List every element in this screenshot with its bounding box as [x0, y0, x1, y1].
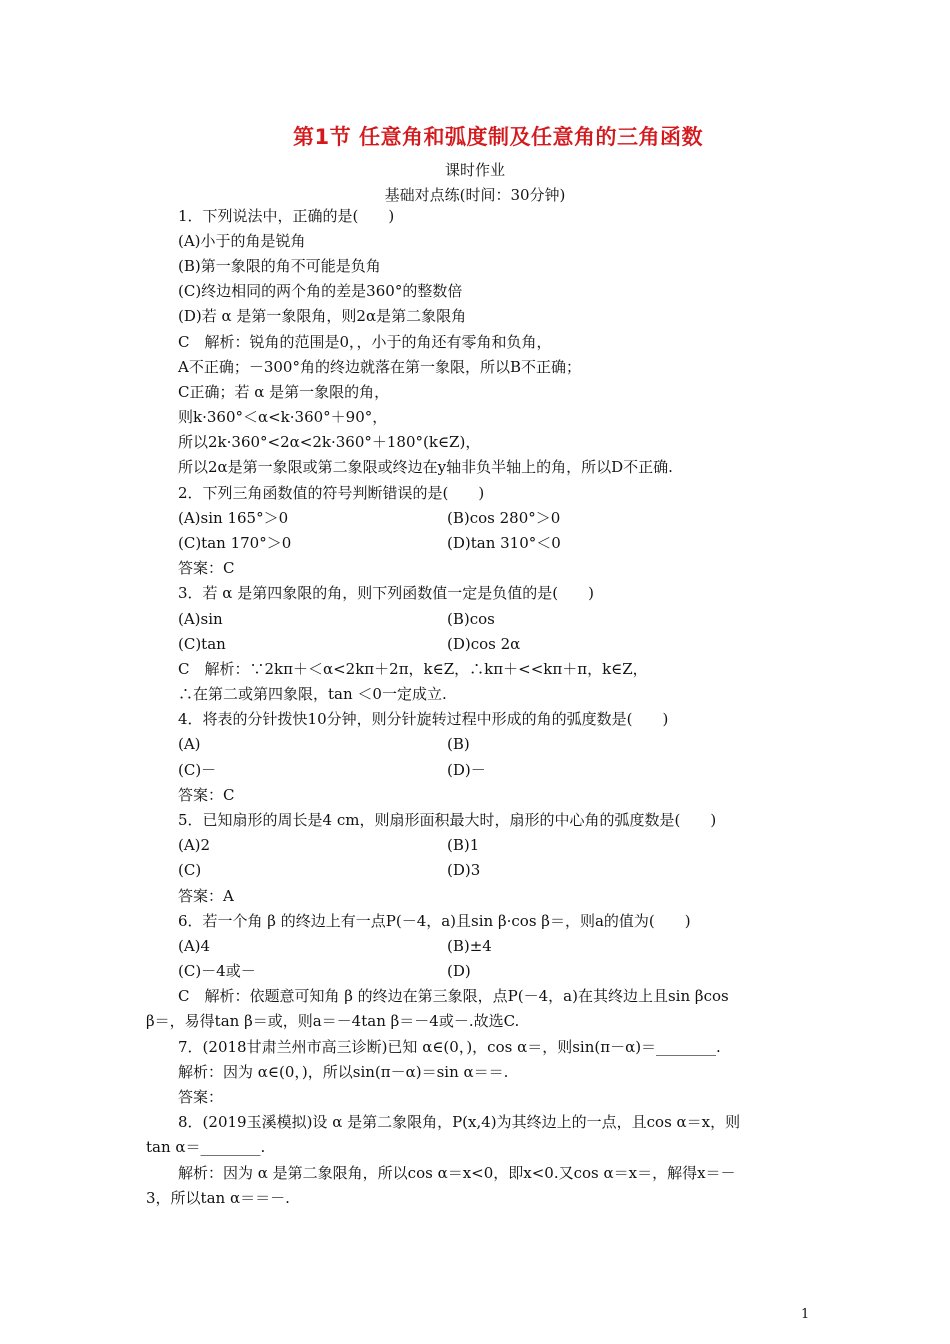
text-line: 3．若 α 是第四象限的角，则下列函数值一定是负值的是( )	[178, 584, 594, 602]
text-line: 解析：因为 α 是第二象限角，所以cos α＝x<0，即x<0.又cos α＝x＝，解得x＝－	[178, 1164, 736, 1182]
text-line: (A)小于的角是锐角	[178, 232, 306, 250]
text-line: 6．若一个角 β 的终边上有一点P(－4，a)且sin β·cos β＝，则a的值为( )	[178, 912, 691, 930]
option-right-column: (B)1	[447, 836, 480, 854]
text-line: C 解析：依题意可知角 β 的终边在第三象限，点P(－4，a)在其终边上且sin βcos	[178, 987, 729, 1005]
text-line: 所以2k·360°<2α<2k·360°＋180°(k∈Z)，	[178, 433, 481, 451]
option-right-column: (D)tan 310°＜0	[447, 534, 561, 552]
text-line: (C)终边相同的两个角的差是360°的整数倍	[178, 282, 463, 300]
option-right-column: (D)3	[447, 861, 481, 879]
text-line: ∴在第二或第四象限，tan ＜0一定成立.	[178, 685, 447, 703]
option-right-column: (B)cos 280°＞0	[447, 509, 561, 527]
page-title: 第1节 任意角和弧度制及任意角的三角函数	[293, 125, 703, 149]
text-line: (C)－	[178, 761, 217, 779]
text-line: (C)－4或－	[178, 962, 256, 980]
text-line: 答案：C	[178, 786, 235, 804]
text-line: 则k·360°＜α<k·360°＋90°，	[178, 408, 388, 426]
text-line: (C)	[178, 861, 202, 879]
text-line: tan α＝________.	[146, 1138, 266, 1156]
text-line: 8．(2019玉溪模拟)设 α 是第二象限角，P(x,4)为其终边上的一点，且cos α＝x，则	[178, 1113, 741, 1131]
text-line: 5．已知扇形的周长是4 cm，则扇形面积最大时，扇形的中心角的弧度数是( )	[178, 811, 717, 829]
text-line: 7．(2018甘肃兰州市高三诊断)已知 α∈(0，)，cos α＝，则sin(π－α)＝________.	[178, 1038, 721, 1056]
option-right-column: (B)cos	[447, 610, 495, 628]
option-right-column: (D)cos 2α	[447, 635, 521, 653]
option-right-column: (B)	[447, 735, 470, 753]
option-right-column: (B)±4	[447, 937, 492, 955]
text-line: 答案：C	[178, 559, 235, 577]
text-line: (B)第一象限的角不可能是负角	[178, 257, 381, 275]
text-line: A不正确；－300°角的终边就落在第一象限，所以B不正确；	[178, 358, 581, 376]
text-line: 所以2α是第一象限或第二象限或终边在y轴非负半轴上的角，所以D不正确.	[178, 458, 673, 476]
option-right-column: (D)	[447, 962, 471, 980]
text-line: C 解析：∵2kπ＋＜α<2kπ＋2π，k∈Z，∴kπ＋<<kπ＋π，k∈Z，	[178, 660, 648, 678]
text-line: 3，所以tan α＝＝－.	[146, 1189, 290, 1207]
text-line: 2．下列三角函数值的符号判断错误的是( )	[178, 484, 485, 502]
text-line: (A)sin 165°＞0	[178, 509, 289, 527]
text-line: C正确；若 α 是第一象限的角，	[178, 383, 390, 401]
subtitle-practice-time: 基础对点练(时间：30分钟)	[384, 186, 566, 204]
text-line: 答案：	[178, 1088, 224, 1106]
text-line: 答案：A	[178, 887, 234, 905]
text-line: C 解析：锐角的范围是0，，小于的角还有零角和负角，	[178, 333, 552, 351]
subtitle-homework: 课时作业	[444, 161, 505, 179]
text-line: (D)若 α 是第一象限角，则2α是第二象限角	[178, 307, 467, 325]
text-line: 解析：因为 α∈(0，)，所以sin(π－α)＝sin α＝＝.	[178, 1063, 509, 1081]
text-line: 4．将表的分针拨快10分钟，则分针旋转过程中形成的角的弧度数是( )	[178, 710, 669, 728]
text-line: (A)	[178, 735, 201, 753]
text-line: (A)2	[178, 836, 211, 854]
option-right-column: (D)－	[447, 761, 486, 779]
page-number: 1	[801, 1307, 810, 1322]
text-line: 1．下列说法中，正确的是( )	[178, 207, 395, 225]
text-line: (C)tan	[178, 635, 226, 653]
text-line: β＝，易得tan β＝或，则a＝－4tan β＝－4或－.故选C.	[146, 1012, 520, 1030]
text-line: (C)tan 170°＞0	[178, 534, 292, 552]
text-line: (A)sin	[178, 610, 223, 628]
text-line: (A)4	[178, 937, 211, 955]
